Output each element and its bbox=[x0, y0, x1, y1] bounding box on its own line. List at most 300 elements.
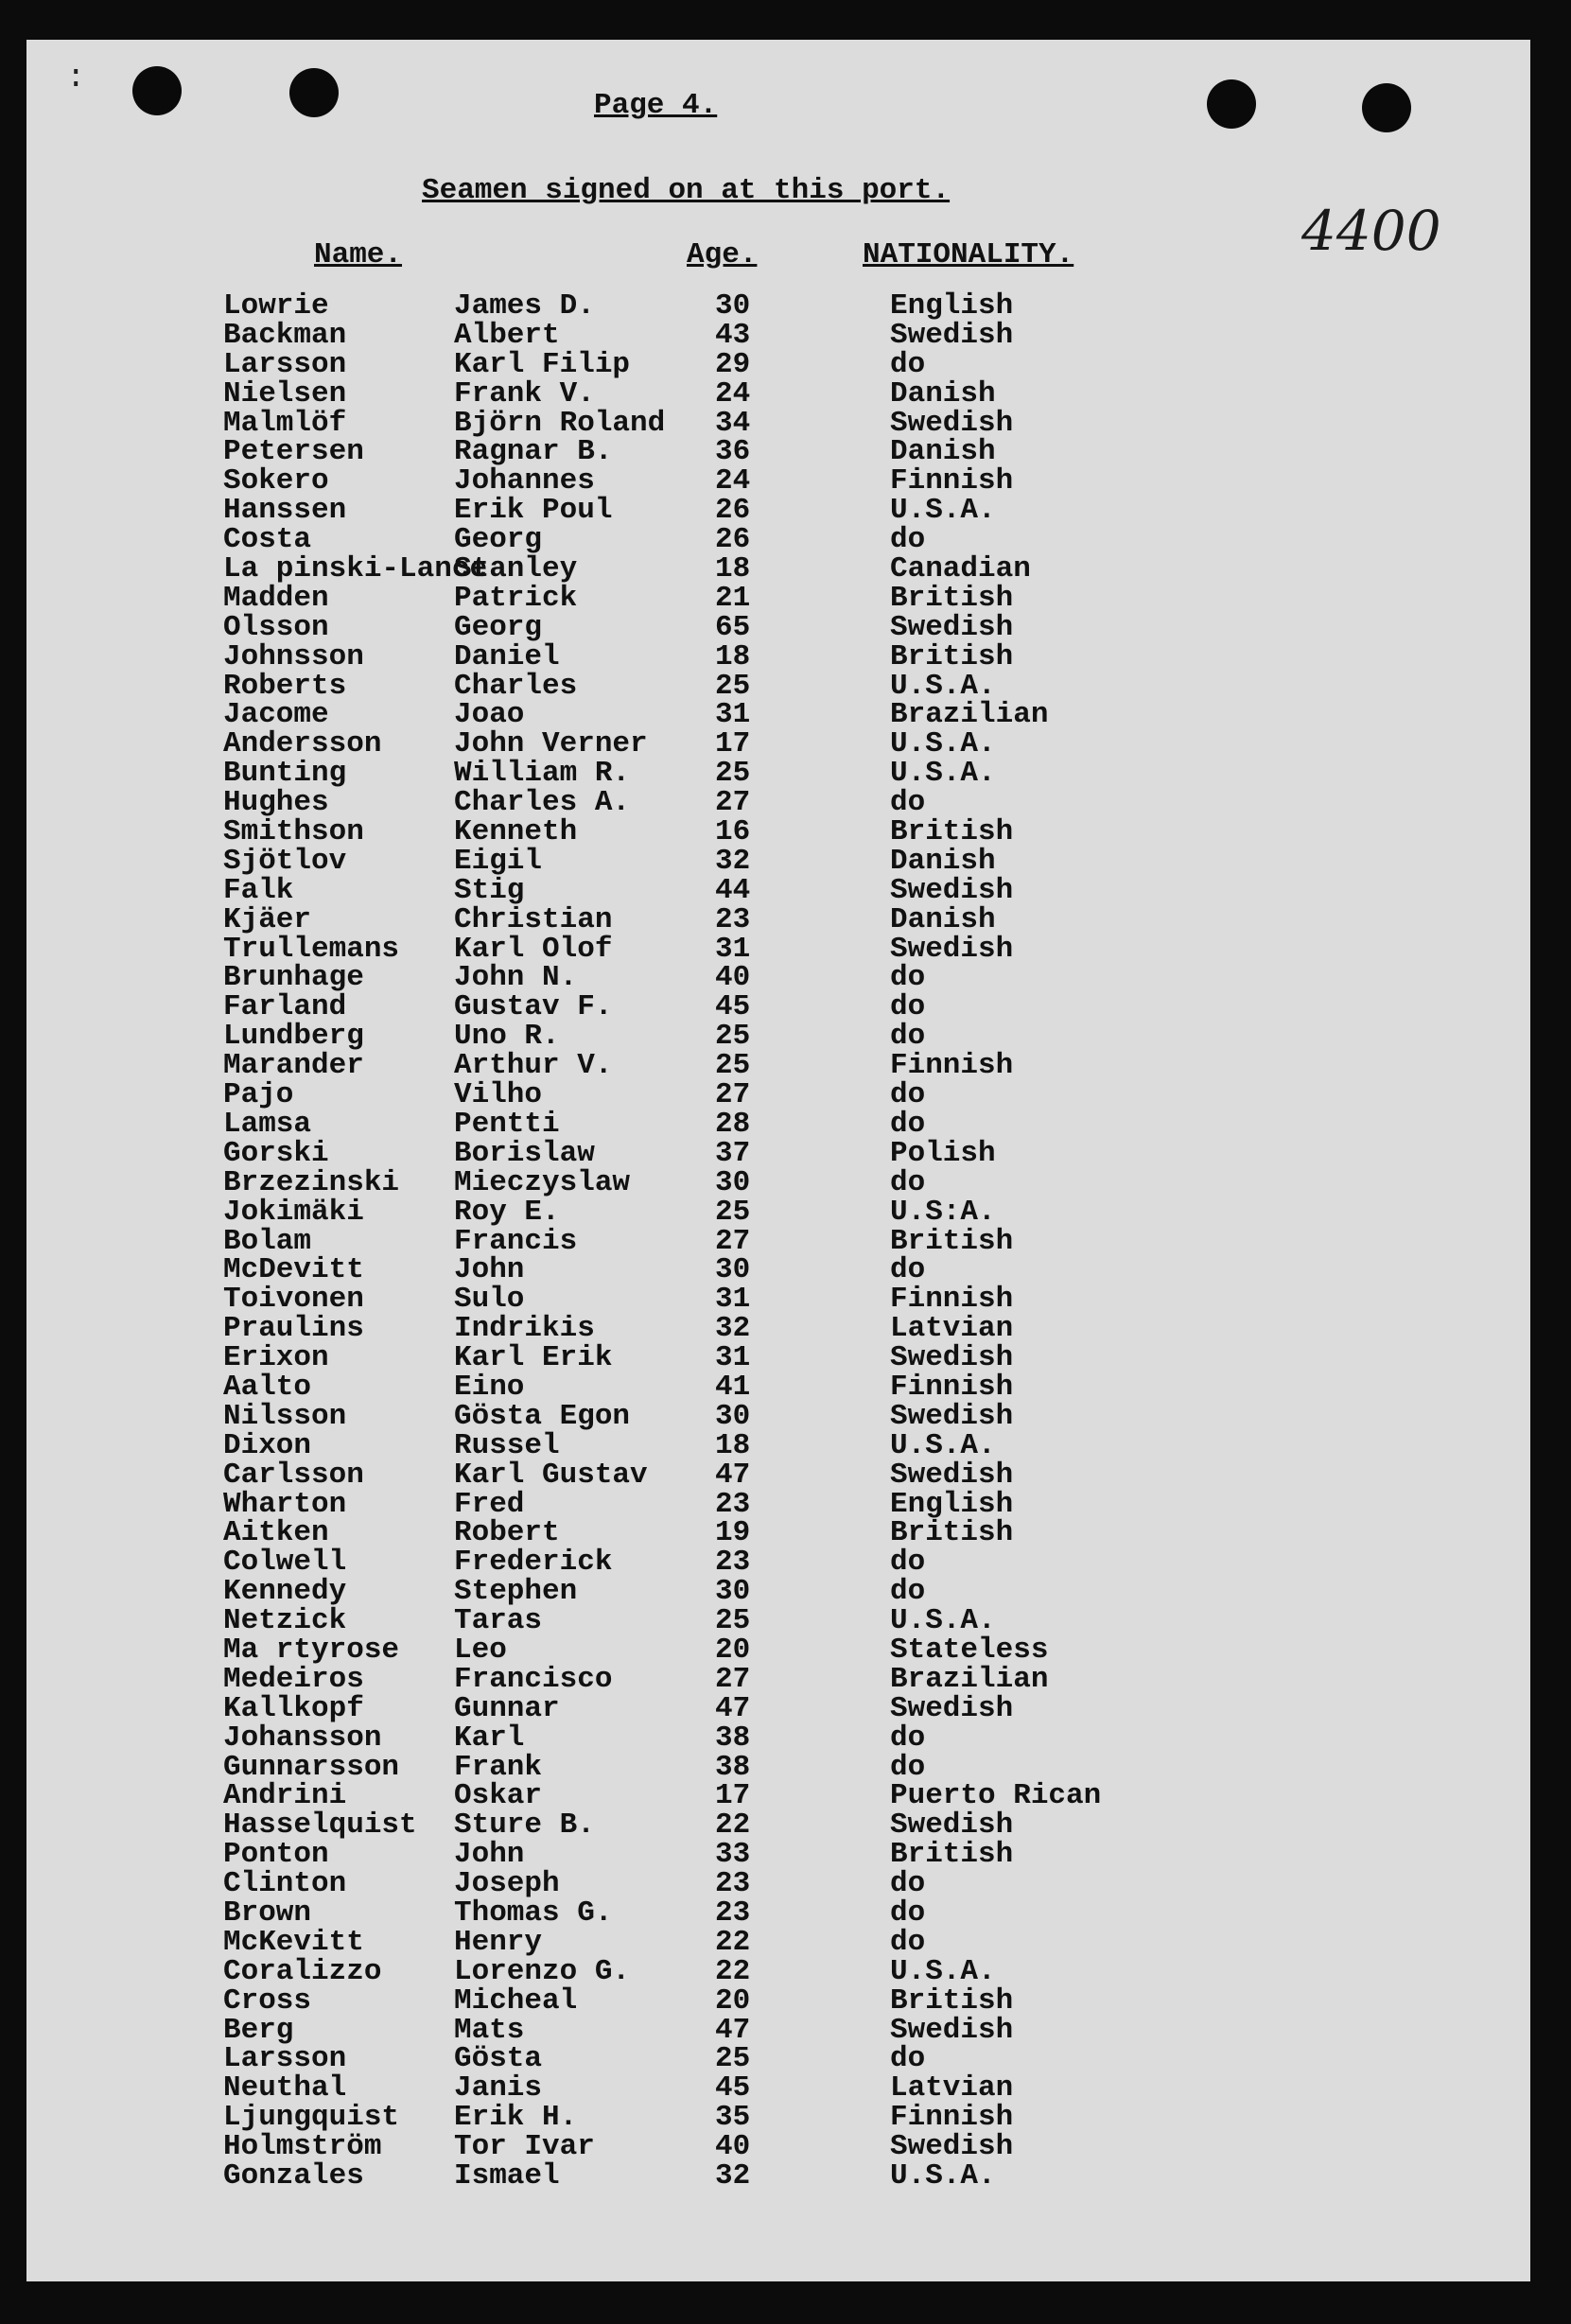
seaman-nationality: do bbox=[890, 1107, 926, 1141]
seaman-nationality: do bbox=[890, 1020, 926, 1054]
seaman-surname: Gonzales bbox=[223, 2159, 364, 2193]
seaman-row bbox=[223, 2071, 1169, 2106]
seaman-age: 65 bbox=[715, 610, 751, 644]
seaman-surname: Hanssen bbox=[223, 494, 347, 528]
seaman-row bbox=[223, 1750, 1169, 1784]
seaman-nationality: Swedish bbox=[890, 1809, 1014, 1843]
seaman-age: 24 bbox=[715, 376, 751, 411]
seaman-nationality: do bbox=[890, 347, 926, 381]
seaman-surname: McKevitt bbox=[223, 1925, 364, 1959]
seaman-nationality: do bbox=[890, 990, 926, 1024]
seaman-surname: Medeiros bbox=[223, 1662, 364, 1696]
seaman-surname: Ljungquist bbox=[223, 2101, 400, 2135]
seaman-row bbox=[223, 581, 1169, 615]
seaman-surname: Clinton bbox=[223, 1867, 347, 1901]
seaman-given-name: Russel bbox=[454, 1428, 560, 1462]
seaman-given-name: Henry bbox=[454, 1925, 543, 1959]
seaman-given-name: Francisco bbox=[454, 1662, 613, 1696]
seamen-list bbox=[223, 291, 1169, 2191]
seaman-nationality: Finnish bbox=[890, 1370, 1014, 1404]
seaman-nationality: English bbox=[890, 1487, 1014, 1521]
seaman-given-name: Charles bbox=[454, 669, 578, 703]
seaman-row bbox=[223, 1080, 1169, 1110]
seaman-row bbox=[223, 2013, 1169, 2047]
seaman-age: 25 bbox=[715, 1020, 751, 1054]
seaman-nationality: Finnish bbox=[890, 2101, 1014, 2135]
seaman-nationality: Swedish bbox=[890, 2013, 1014, 2047]
seaman-age: 27 bbox=[715, 1078, 751, 1112]
seaman-given-name: Patrick bbox=[454, 581, 578, 615]
seaman-surname: Aitken bbox=[223, 1516, 329, 1550]
seaman-given-name: Uno R. bbox=[454, 1020, 560, 1054]
seaman-given-name: James D. bbox=[454, 289, 595, 323]
seaman-surname: Gunnarsson bbox=[223, 1750, 400, 1784]
seaman-surname: Hasselquist bbox=[223, 1809, 417, 1843]
seaman-given-name: Eino bbox=[454, 1370, 525, 1404]
seaman-nationality: Polish bbox=[890, 1136, 996, 1170]
seaman-surname: Madden bbox=[223, 581, 329, 615]
seaman-age: 26 bbox=[715, 494, 751, 528]
seaman-surname: Kallkopf bbox=[223, 1691, 364, 1725]
seaman-age: 17 bbox=[715, 1779, 751, 1813]
seaman-row bbox=[223, 291, 1169, 321]
seaman-age: 21 bbox=[715, 581, 751, 615]
seaman-surname: Olsson bbox=[223, 610, 329, 644]
seaman-nationality: U.S.A. bbox=[890, 669, 996, 703]
seaman-surname: Wharton bbox=[223, 1487, 347, 1521]
seaman-row bbox=[223, 1516, 1169, 1550]
seaman-row bbox=[223, 1428, 1169, 1462]
seaman-surname: Jacome bbox=[223, 698, 329, 732]
seaman-surname: Ma rtyrose bbox=[223, 1633, 400, 1667]
seaman-row bbox=[223, 1546, 1169, 1580]
seaman-nationality: do bbox=[890, 1925, 926, 1959]
seaman-nationality: British bbox=[890, 1983, 1014, 2018]
seaman-given-name: Gösta Egon bbox=[454, 1399, 631, 1433]
seaman-nationality: U.S:A. bbox=[890, 1195, 996, 1229]
seaman-given-name: Leo bbox=[454, 1633, 507, 1667]
seaman-given-name: Gunnar bbox=[454, 1691, 560, 1725]
seaman-row bbox=[223, 523, 1169, 557]
seaman-nationality: British bbox=[890, 815, 1014, 849]
seaman-age: 31 bbox=[715, 932, 751, 966]
handwritten-number: 4400 bbox=[1301, 199, 1441, 263]
seaman-age: 43 bbox=[715, 318, 751, 352]
punch-hole-1 bbox=[132, 66, 182, 115]
seaman-age: 25 bbox=[715, 1604, 751, 1638]
seaman-given-name: John N. bbox=[454, 961, 578, 995]
seaman-row bbox=[223, 494, 1169, 528]
seaman-given-name: Christian bbox=[454, 902, 613, 936]
seaman-given-name: Joseph bbox=[454, 1867, 560, 1901]
seaman-given-name: Frederick bbox=[454, 1546, 613, 1580]
punch-hole-3 bbox=[1207, 79, 1256, 129]
punch-hole-4 bbox=[1362, 83, 1411, 132]
seaman-nationality: U.S.A. bbox=[890, 1604, 996, 1638]
seaman-given-name: Fred bbox=[454, 1487, 525, 1521]
seaman-surname: Neuthal bbox=[223, 2071, 347, 2106]
column-header-nationality: NATIONALITY. bbox=[863, 238, 1074, 271]
seaman-age: 18 bbox=[715, 1428, 751, 1462]
seaman-given-name: Georg bbox=[454, 523, 543, 557]
seaman-given-name: William R. bbox=[454, 757, 631, 791]
seaman-surname: Aalto bbox=[223, 1370, 312, 1404]
seaman-given-name: Roy E. bbox=[454, 1195, 560, 1229]
seaman-row bbox=[223, 1372, 1169, 1402]
seaman-row bbox=[223, 1604, 1169, 1638]
seaman-age: 23 bbox=[715, 1487, 751, 1521]
seaman-age: 27 bbox=[715, 786, 751, 820]
seaman-given-name: Micheal bbox=[454, 1983, 578, 2018]
seaman-nationality: do bbox=[890, 1253, 926, 1287]
seaman-nationality: English bbox=[890, 289, 1014, 323]
seaman-row bbox=[223, 1635, 1169, 1665]
seaman-given-name: Mats bbox=[454, 2013, 525, 2047]
seaman-age: 25 bbox=[715, 1195, 751, 1229]
seaman-row bbox=[223, 1136, 1169, 1170]
seaman-nationality: U.S.A. bbox=[890, 757, 996, 791]
seaman-age: 27 bbox=[715, 1224, 751, 1258]
seaman-given-name: Ismael bbox=[454, 2159, 560, 2193]
seaman-age: 32 bbox=[715, 844, 751, 878]
seaman-surname: Andersson bbox=[223, 727, 382, 761]
seaman-age: 25 bbox=[715, 1049, 751, 1083]
seaman-nationality: Swedish bbox=[890, 318, 1014, 352]
seaman-age: 32 bbox=[715, 1312, 751, 1346]
seaman-row bbox=[223, 844, 1169, 878]
seaman-given-name: Taras bbox=[454, 1604, 543, 1638]
seaman-nationality: do bbox=[890, 1867, 926, 1901]
seaman-row bbox=[223, 786, 1169, 820]
seaman-surname: Kennedy bbox=[223, 1575, 347, 1609]
seaman-age: 23 bbox=[715, 1546, 751, 1580]
seaman-row bbox=[223, 1691, 1169, 1725]
seaman-age: 30 bbox=[715, 1165, 751, 1199]
seaman-given-name: Frank bbox=[454, 1750, 543, 1784]
seaman-surname: Larsson bbox=[223, 2042, 347, 2076]
seaman-row bbox=[223, 2101, 1169, 2135]
seaman-surname: Roberts bbox=[223, 669, 347, 703]
seaman-row bbox=[223, 1283, 1169, 1317]
seaman-row bbox=[223, 992, 1169, 1022]
seaman-surname: Marander bbox=[223, 1049, 364, 1083]
seaman-age: 22 bbox=[715, 1809, 751, 1843]
seaman-given-name: Vilho bbox=[454, 1078, 543, 1112]
seaman-age: 32 bbox=[715, 2159, 751, 2193]
seaman-age: 19 bbox=[715, 1516, 751, 1550]
seaman-nationality: British bbox=[890, 1224, 1014, 1258]
seaman-surname: Pajo bbox=[223, 1078, 294, 1112]
seaman-nationality: U.S.A. bbox=[890, 494, 996, 528]
seaman-row bbox=[223, 1838, 1169, 1872]
seaman-row bbox=[223, 2161, 1169, 2191]
seaman-row bbox=[223, 1809, 1169, 1843]
seaman-age: 25 bbox=[715, 669, 751, 703]
seaman-given-name: Joao bbox=[454, 698, 525, 732]
seaman-nationality: Stateless bbox=[890, 1633, 1049, 1667]
seaman-nationality: Swedish bbox=[890, 610, 1014, 644]
seaman-age: 31 bbox=[715, 1283, 751, 1317]
seaman-surname: Andrini bbox=[223, 1779, 347, 1813]
seaman-surname: Costa bbox=[223, 523, 312, 557]
seaman-age: 23 bbox=[715, 1867, 751, 1901]
seaman-row bbox=[223, 318, 1169, 352]
seaman-row bbox=[223, 1253, 1169, 1287]
seaman-nationality: Danish bbox=[890, 435, 996, 469]
seaman-row bbox=[223, 669, 1169, 703]
seaman-given-name: Karl Filip bbox=[454, 347, 631, 381]
seaman-nationality: Brazilian bbox=[890, 698, 1049, 732]
seaman-row bbox=[223, 466, 1169, 496]
seaman-nationality: do bbox=[890, 786, 926, 820]
seaman-age: 24 bbox=[715, 464, 751, 498]
seaman-surname: Brown bbox=[223, 1896, 312, 1930]
seaman-given-name: Francis bbox=[454, 1224, 578, 1258]
seaman-surname: Toivonen bbox=[223, 1283, 364, 1317]
seaman-row bbox=[223, 698, 1169, 732]
seaman-surname: Larsson bbox=[223, 347, 347, 381]
seaman-age: 45 bbox=[715, 2071, 751, 2106]
seaman-row bbox=[223, 554, 1169, 584]
seaman-nationality: do bbox=[890, 2042, 926, 2076]
seaman-row bbox=[223, 729, 1169, 759]
seaman-nationality: British bbox=[890, 1838, 1014, 1872]
seaman-age: 17 bbox=[715, 727, 751, 761]
seaman-given-name: Erik Poul bbox=[454, 494, 613, 528]
seaman-row bbox=[223, 1983, 1169, 2018]
seaman-nationality: U.S.A. bbox=[890, 1428, 996, 1462]
seaman-surname: Netzick bbox=[223, 1604, 347, 1638]
seaman-surname: Berg bbox=[223, 2013, 294, 2047]
seaman-age: 22 bbox=[715, 1925, 751, 1959]
seaman-row bbox=[223, 1049, 1169, 1083]
seaman-surname: Johansson bbox=[223, 1721, 382, 1755]
seaman-nationality: Swedish bbox=[890, 873, 1014, 907]
seaman-given-name: Karl Olof bbox=[454, 932, 613, 966]
seaman-nationality: Swedish bbox=[890, 1691, 1014, 1725]
seaman-nationality: British bbox=[890, 581, 1014, 615]
seaman-surname: Kjäer bbox=[223, 902, 312, 936]
seaman-surname: Malmlöf bbox=[223, 406, 347, 440]
seaman-nationality: Swedish bbox=[890, 406, 1014, 440]
seaman-nationality: Finnish bbox=[890, 1283, 1014, 1317]
seaman-surname: Coralizzo bbox=[223, 1954, 382, 1988]
seaman-given-name: Pentti bbox=[454, 1107, 560, 1141]
seaman-given-name: Björn Roland bbox=[454, 406, 666, 440]
seaman-row bbox=[223, 1779, 1169, 1813]
seaman-given-name: Frank V. bbox=[454, 376, 595, 411]
seaman-age: 22 bbox=[715, 1954, 751, 1988]
seaman-given-name: Georg bbox=[454, 610, 543, 644]
seaman-age: 20 bbox=[715, 1633, 751, 1667]
seaman-row bbox=[223, 376, 1169, 411]
seaman-age: 41 bbox=[715, 1370, 751, 1404]
seaman-surname: Trullemans bbox=[223, 932, 400, 966]
seaman-surname: Ponton bbox=[223, 1838, 329, 1872]
corner-mark: : bbox=[66, 61, 86, 96]
seaman-row bbox=[223, 2042, 1169, 2076]
seaman-surname: Praulins bbox=[223, 1312, 364, 1346]
seaman-row bbox=[223, 610, 1169, 644]
seaman-row bbox=[223, 1399, 1169, 1433]
seaman-given-name: Gustav F. bbox=[454, 990, 613, 1024]
seaman-age: 38 bbox=[715, 1750, 751, 1784]
seaman-given-name: Eigil bbox=[454, 844, 543, 878]
seaman-age: 18 bbox=[715, 552, 751, 586]
seaman-nationality: U.S.A. bbox=[890, 1954, 996, 1988]
seaman-row bbox=[223, 1312, 1169, 1346]
seaman-surname: Lowrie bbox=[223, 289, 329, 323]
seaman-surname: Cross bbox=[223, 1983, 312, 2018]
seaman-given-name: Sulo bbox=[454, 1283, 525, 1317]
seaman-surname: Dixon bbox=[223, 1428, 312, 1462]
seaman-nationality: U.S.A. bbox=[890, 727, 996, 761]
column-header-age: Age. bbox=[687, 238, 758, 271]
seaman-row bbox=[223, 1898, 1169, 1928]
seaman-given-name: Stig bbox=[454, 873, 525, 907]
seaman-nationality: Puerto Rican bbox=[890, 1779, 1102, 1813]
seaman-surname: Sokero bbox=[223, 464, 329, 498]
seaman-age: 23 bbox=[715, 1896, 751, 1930]
seaman-age: 40 bbox=[715, 2130, 751, 2164]
seaman-nationality: do bbox=[890, 1721, 926, 1755]
seaman-nationality: do bbox=[890, 1165, 926, 1199]
seaman-nationality: do bbox=[890, 1896, 926, 1930]
seaman-nationality: do bbox=[890, 1078, 926, 1112]
seaman-surname: La pinski-Lance bbox=[223, 552, 488, 586]
seaman-row bbox=[223, 1867, 1169, 1901]
seaman-nationality: Canadian bbox=[890, 552, 1031, 586]
seaman-surname: Nilsson bbox=[223, 1399, 347, 1433]
seaman-row bbox=[223, 1954, 1169, 1988]
seaman-surname: Smithson bbox=[223, 815, 364, 849]
seaman-age: 37 bbox=[715, 1136, 751, 1170]
seaman-given-name: Indrikis bbox=[454, 1312, 595, 1346]
seaman-row bbox=[223, 961, 1169, 995]
seaman-given-name: Karl Gustav bbox=[454, 1458, 648, 1492]
seaman-given-name: Mieczyslaw bbox=[454, 1165, 631, 1199]
seaman-age: 18 bbox=[715, 639, 751, 673]
seaman-row bbox=[223, 1723, 1169, 1753]
seaman-age: 47 bbox=[715, 1691, 751, 1725]
seaman-given-name: John bbox=[454, 1253, 525, 1287]
seaman-nationality: do bbox=[890, 1546, 926, 1580]
seaman-nationality: do bbox=[890, 961, 926, 995]
seaman-nationality: British bbox=[890, 639, 1014, 673]
seaman-surname: Erixon bbox=[223, 1341, 329, 1375]
seaman-nationality: Swedish bbox=[890, 2130, 1014, 2164]
seaman-row bbox=[223, 1460, 1169, 1490]
seaman-given-name: John bbox=[454, 1838, 525, 1872]
seaman-surname: Holmström bbox=[223, 2130, 382, 2164]
seaman-age: 31 bbox=[715, 1341, 751, 1375]
seaman-row bbox=[223, 1662, 1169, 1696]
seaman-age: 30 bbox=[715, 1575, 751, 1609]
seaman-age: 33 bbox=[715, 1838, 751, 1872]
seaman-surname: Carlsson bbox=[223, 1458, 364, 1492]
seaman-given-name: Lorenzo G. bbox=[454, 1954, 631, 1988]
seaman-given-name: Sture B. bbox=[454, 1809, 595, 1843]
seaman-surname: Falk bbox=[223, 873, 294, 907]
seaman-age: 30 bbox=[715, 1253, 751, 1287]
seaman-age: 23 bbox=[715, 902, 751, 936]
seaman-age: 20 bbox=[715, 1983, 751, 2018]
seaman-age: 30 bbox=[715, 1399, 751, 1433]
seaman-surname: Brunhage bbox=[223, 961, 364, 995]
seaman-row bbox=[223, 406, 1169, 440]
seaman-nationality: Latvian bbox=[890, 1312, 1014, 1346]
seaman-surname: Bolam bbox=[223, 1224, 312, 1258]
seaman-age: 30 bbox=[715, 289, 751, 323]
seaman-age: 47 bbox=[715, 1458, 751, 1492]
seaman-surname: Lamsa bbox=[223, 1107, 312, 1141]
seaman-row bbox=[223, 2130, 1169, 2164]
seaman-given-name: Borislaw bbox=[454, 1136, 595, 1170]
seaman-nationality: British bbox=[890, 1516, 1014, 1550]
seaman-given-name: Erik H. bbox=[454, 2101, 578, 2135]
seaman-age: 16 bbox=[715, 815, 751, 849]
seaman-age: 25 bbox=[715, 2042, 751, 2076]
seaman-nationality: Swedish bbox=[890, 1341, 1014, 1375]
seaman-surname: Petersen bbox=[223, 435, 364, 469]
seaman-nationality: do bbox=[890, 1750, 926, 1784]
seaman-age: 45 bbox=[715, 990, 751, 1024]
seaman-age: 35 bbox=[715, 2101, 751, 2135]
seaman-row bbox=[223, 1224, 1169, 1258]
seaman-row bbox=[223, 1487, 1169, 1521]
seaman-given-name: Gösta bbox=[454, 2042, 543, 2076]
seaman-given-name: John Verner bbox=[454, 727, 648, 761]
seaman-surname: Colwell bbox=[223, 1546, 347, 1580]
seaman-age: 38 bbox=[715, 1721, 751, 1755]
seaman-surname: Nielsen bbox=[223, 376, 347, 411]
seaman-surname: Bunting bbox=[223, 757, 347, 791]
seaman-age: 27 bbox=[715, 1662, 751, 1696]
seaman-given-name: Daniel bbox=[454, 639, 560, 673]
seaman-surname: Backman bbox=[223, 318, 347, 352]
seaman-given-name: Charles A. bbox=[454, 786, 631, 820]
seaman-age: 29 bbox=[715, 347, 751, 381]
seaman-given-name: Robert bbox=[454, 1516, 560, 1550]
seaman-surname: Lundberg bbox=[223, 1020, 364, 1054]
seaman-nationality: Swedish bbox=[890, 1458, 1014, 1492]
seaman-row bbox=[223, 1165, 1169, 1199]
seaman-given-name: Stephen bbox=[454, 1575, 578, 1609]
seaman-given-name: Albert bbox=[454, 318, 560, 352]
seaman-row bbox=[223, 932, 1169, 966]
seaman-nationality: Danish bbox=[890, 844, 996, 878]
seaman-nationality: U.S.A. bbox=[890, 2159, 996, 2193]
seaman-given-name: Arthur V. bbox=[454, 1049, 613, 1083]
seaman-nationality: Brazilian bbox=[890, 1662, 1049, 1696]
seaman-nationality: Finnish bbox=[890, 464, 1014, 498]
column-header-name: Name. bbox=[314, 238, 403, 271]
seaman-row bbox=[223, 1197, 1169, 1227]
seaman-surname: Farland bbox=[223, 990, 347, 1024]
seaman-surname: Gorski bbox=[223, 1136, 329, 1170]
seaman-given-name: Johannes bbox=[454, 464, 595, 498]
seaman-surname: McDevitt bbox=[223, 1253, 364, 1287]
seaman-row bbox=[223, 902, 1169, 936]
seaman-age: 34 bbox=[715, 406, 751, 440]
seaman-row bbox=[223, 1575, 1169, 1609]
seaman-surname: Johnsson bbox=[223, 639, 364, 673]
seaman-nationality: do bbox=[890, 523, 926, 557]
seaman-age: 28 bbox=[715, 1107, 751, 1141]
page-heading: Seamen signed on at this port. bbox=[422, 174, 951, 207]
seaman-row bbox=[223, 1107, 1169, 1141]
seaman-given-name: Janis bbox=[454, 2071, 543, 2106]
